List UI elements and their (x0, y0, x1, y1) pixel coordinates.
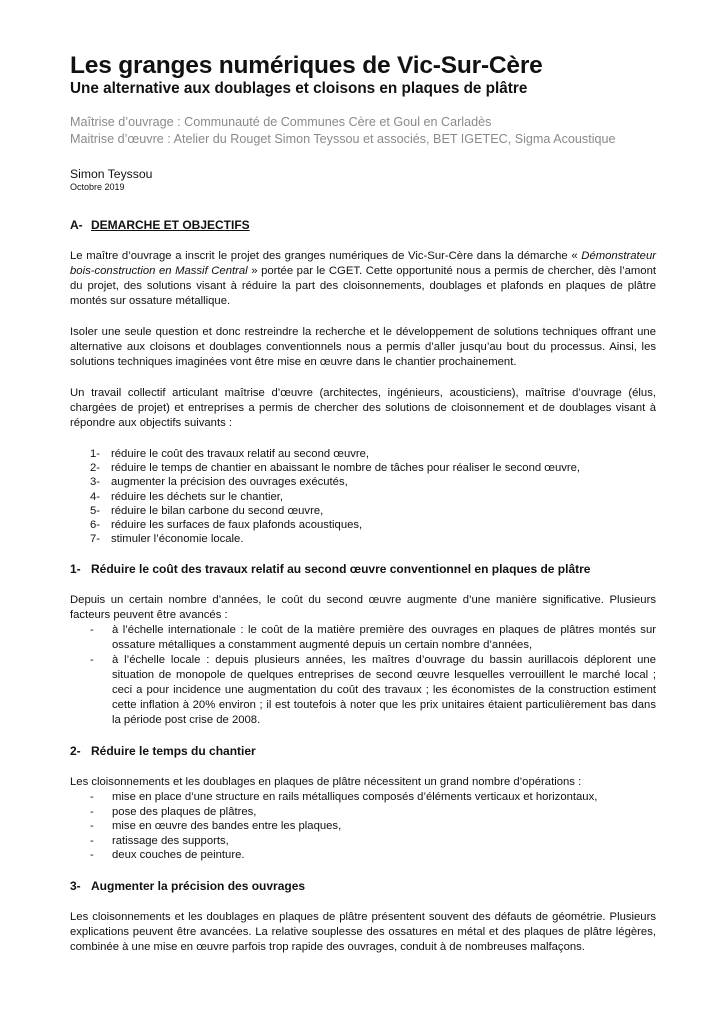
project-owner: Maîtrise d’ouvrage : Communauté de Communes Cère et Goul en Carladès (70, 115, 492, 129)
bullet-dash: - (90, 849, 94, 862)
operations-list (70, 790, 656, 863)
bullet-dash: - (90, 624, 94, 637)
program-name: Démonstrateur bois-construction en Massif Central (70, 250, 656, 277)
objective-text: réduire les déchets sur le chantier, (111, 490, 284, 503)
bullet-dash: - (90, 654, 94, 667)
document-date: Octobre 2019 (70, 182, 125, 192)
section-title: DEMARCHE ET OBJECTIFS (91, 218, 250, 232)
objective-text: stimuler l’économie locale. (111, 533, 244, 546)
approach-paragraph: Isoler une seule question et donc restreindre la recherche et le développement de solutions techniques offrant une alternative aux cloisons et doublages conventionnels nous a permis d’aller jusqu’au bout du processus. Ainsi, les solutions techniques imaginées vont être mise en œuvre dans le chantier prochainement. (70, 326, 656, 368)
cost-intro-paragraph: Depuis un certain nombre d’années, le coût du second œuvre augmente d’une manière significative. Plusieurs facteurs peuvent être avancés : (70, 594, 656, 622)
objective-text: réduire le bilan carbone du second œuvre, (111, 504, 324, 517)
objective-number: 4- (90, 490, 101, 503)
subsection-number: 1- (70, 562, 81, 577)
objective-text: réduire les surfaces de faux plafonds acoustiques, (111, 519, 363, 532)
objective-text: réduire le temps de chantier en abaissant le nombre de tâches pour réaliser le second œuvre, (111, 462, 581, 475)
document-page (70, 52, 656, 955)
bullet-dash: - (90, 791, 94, 804)
operation-text: mise en place d’une structure en rails métalliques composés d’éléments verticaux et horizontaux, (112, 791, 598, 804)
objective-number: 5- (90, 504, 101, 517)
time-intro-paragraph: Les cloisonnements et les doublages en plaques de plâtre nécessitent un grand nombre d’opérations : (70, 776, 582, 789)
objectives-list (90, 447, 656, 546)
objective-item (90, 532, 656, 546)
operation-item (70, 834, 656, 849)
subsection-heading-precision (70, 879, 656, 894)
intro-paragraph (70, 249, 656, 309)
objective-item (90, 461, 656, 475)
subsection-number: 2- (70, 744, 81, 759)
document-subtitle: Une alternative aux doublages et cloisons en plaques de plâtre (70, 80, 528, 97)
subsection-title: Réduire le temps du chantier (91, 744, 256, 759)
bullet-dash: - (90, 820, 94, 833)
objective-text: réduire le coût des travaux relatif au second œuvre, (111, 448, 370, 460)
cost-factor-item (70, 653, 656, 728)
cost-factor-text: à l’échelle locale : depuis plusieurs années, les maîtres d’ouvrage du bassin aurillacois déplorent une situation de monopole de quelques entreprises de second œuvre lesquelles verrouillent le marché local ; ceci a pour incidence une augmentation du coût des travaux ; les économistes de la construction estiment cette inflation à 20% environ ; il est toutefois à noter que les prix unitaires étaient particulièrement bas dans la période post crise de 2008. (112, 654, 656, 727)
objective-item (90, 475, 656, 489)
subsection-number: 3- (70, 878, 81, 893)
objective-item (90, 490, 656, 504)
objective-item (90, 504, 656, 518)
operation-item (70, 848, 656, 863)
cost-factor-text: à l’échelle internationale : le coût de la matière première des ouvrages en plaques de plâtres montés sur ossature métalliques a constamment augmenté depuis un certain nombre d’années, (112, 624, 656, 652)
objective-number: 6- (90, 519, 101, 532)
operation-text: ratissage des supports, (112, 834, 229, 847)
operation-item (70, 790, 656, 805)
operation-text: pose des plaques de plâtres, (112, 805, 257, 818)
operation-text: deux couches de peinture. (112, 849, 245, 862)
bullet-dash: - (90, 805, 94, 818)
cost-factors-list (70, 623, 656, 728)
subsection-heading-time (70, 744, 656, 759)
objective-item (90, 518, 656, 532)
objective-item (90, 447, 656, 461)
project-credits (70, 114, 656, 148)
document-title: Les granges numériques de Vic-Sur-Cère (70, 52, 543, 79)
cost-factor-item (70, 623, 656, 653)
subsection-title: Augmenter la précision des ouvrages (91, 878, 306, 893)
operation-item (70, 805, 656, 820)
bullet-dash: - (90, 834, 94, 847)
collaboration-paragraph: Un travail collectif articulant maîtrise d’œuvre (architectes, ingénieurs, acousticiens), maîtrise d’ouvrage (élus, chargées de projet) et entreprises a permis de chercher des solutions de cloisonnement et de doublages visant à répondre aux objectifs suivants : (70, 387, 656, 429)
intro-text-start: Le maître d’ouvrage a inscrit le projet des granges numériques de Vic-Sur-Cère dans la démarche « (70, 250, 582, 262)
objective-number: 1- (90, 448, 101, 460)
objective-number: 7- (90, 533, 101, 546)
intro-text-end: » portée par le CGET. Cette opportunité nous a permis de chercher, dès l’amont du projet, des solutions visant à réduire la part des cloisonnements, doublages et plafonds en plaques de plâtre montés sur ossature métallique. (70, 265, 657, 307)
objective-number: 3- (90, 476, 101, 489)
precision-paragraph: Les cloisonnements et les doublages en plaques de plâtre présentent souvent des défauts de géométrie. Plusieurs explications peuvent être avancées. La relative souplesse des ossatures en métal et des plaques de plâtre légères, combinée à une mise en œuvre parfois trop rapide des ouvrages, conduit à de nombreuses malfaçons. (70, 910, 656, 953)
objective-text: augmenter la précision des ouvrages exécutés, (111, 476, 348, 489)
subsection-title: Réduire le coût des travaux relatif au second œuvre conventionnel en plaques de plâtre (91, 562, 591, 577)
section-number: A- (70, 218, 83, 232)
project-architect: Maitrise d’œuvre : Atelier du Rouget Simon Teyssou et associés, BET IGETEC, Sigma Acoustique (70, 132, 616, 146)
objective-number: 2- (90, 462, 101, 475)
operation-text: mise en œuvre des bandes entre les plaques, (112, 820, 342, 833)
operation-item (70, 819, 656, 834)
author-name: Simon Teyssou (70, 167, 153, 181)
subsection-heading-cost (70, 562, 656, 577)
section-heading (70, 218, 656, 233)
